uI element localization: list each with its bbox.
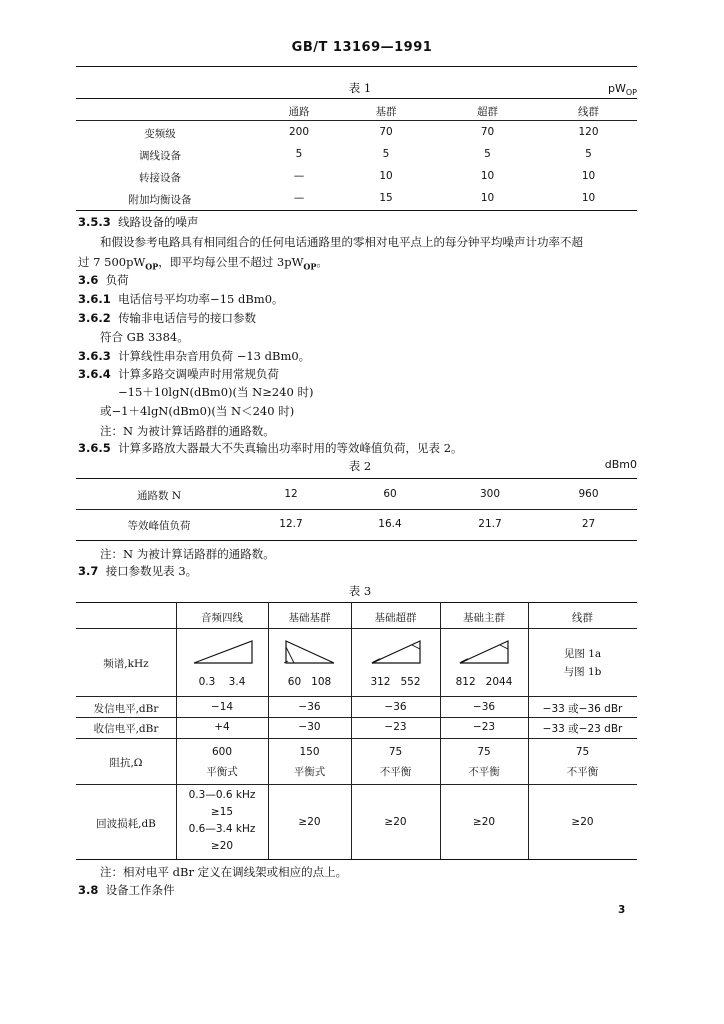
table3-note: 注：相对电平 dBr 定义在调线架或相应的点上。 [100, 865, 348, 879]
table2-mid-rule [76, 509, 637, 510]
table2-row-label: 通路数 N [136, 490, 182, 502]
table2-cell: 12.7 [279, 518, 303, 530]
table3-col-header: 基础主群 [463, 612, 505, 624]
table3-cell: 600 [211, 746, 233, 758]
table2-unit: dBm0 [604, 458, 637, 471]
table3-cell: 75 [575, 746, 590, 758]
document-header: GB/T 13169—1991 [291, 40, 433, 55]
table3-row-label-impedance: 阻抗,Ω [109, 757, 143, 769]
table2-cell: 16.4 [378, 518, 402, 530]
table3-cell: 平衡式 [293, 766, 326, 778]
spectrum-figure-ref: 与图 1b [563, 666, 602, 678]
spectrum-triangle-icon [280, 637, 340, 667]
table3-cell: 平衡式 [206, 766, 238, 778]
page-number: 3 [618, 904, 626, 916]
section-3-6-2: 3.6.2 传输非电话信号的接口参数 [78, 311, 257, 325]
table3-rule [76, 717, 637, 718]
table1-cell: 120 [578, 126, 599, 138]
spectrum-range: 60 108 [287, 676, 332, 688]
table3-cell: ≥20 [472, 816, 496, 828]
table3-cell: ≥20 [298, 816, 321, 828]
table2-cell: 60 [383, 488, 397, 500]
section-3-6-1: 3.6.1 电话信号平均功率−15 dBm0。 [78, 292, 284, 306]
table3-row-label-spectrum: 频谱,kHz [103, 658, 149, 670]
table1-unit: $pW_{OP}$ [608, 82, 637, 98]
spectrum-triangle-icon [456, 637, 514, 667]
spectrum-triangle-icon [368, 637, 426, 667]
table3-cell: ≥15 [210, 806, 234, 818]
table3-rule [76, 784, 637, 785]
table1-col-header: 基群 [375, 106, 397, 118]
table2-note: 注：N 为被计算话路群的通路数。 [100, 547, 275, 561]
table3-col-header: 线群 [572, 612, 593, 624]
table3-cell: 不平衡 [468, 766, 500, 778]
table3-row-label-recv: 收信电平,dBr [93, 723, 159, 735]
table2-cell: 12 [284, 488, 298, 500]
table3-cell: −14 [210, 701, 234, 713]
table3-row-label-send: 发信电平,dBr [93, 703, 159, 715]
table3-cell: −36 [384, 701, 407, 713]
table1-cell: 5 [484, 148, 491, 160]
table2-row-label: 等效峰值负荷 [127, 520, 191, 532]
table1-cell: 200 [288, 126, 310, 138]
spectrum-range: 812 2044 [455, 676, 513, 688]
table2-cell: 960 [578, 488, 599, 500]
header-rule [76, 66, 637, 67]
table3-rule [76, 628, 637, 629]
formula-1: −15＋10lgN(dBm0)(当 N≥240 时) [118, 385, 314, 399]
section-3-6-2-paragraph: 符合 GB 3384。 [100, 330, 189, 344]
table2-cell: 300 [479, 488, 501, 500]
table1-cell: 5 [382, 148, 390, 160]
table1-bottom-rule [76, 210, 637, 211]
table3-cell: ≥20 [210, 840, 234, 852]
section-3-6-3: 3.6.3 计算线性串杂音用负荷 −13 dBm0。 [78, 349, 311, 363]
table1-cell: 5 [295, 148, 303, 160]
table1-top-rule [76, 98, 637, 99]
table3-cell: −33 或−23 dBr [542, 723, 623, 735]
table3-cell: 0.3—0.6 kHz [188, 789, 256, 801]
table3-cell: 不平衡 [566, 766, 599, 778]
spectrum-figure-ref: 见图 1a [563, 648, 602, 660]
table3-cell: −23 [472, 721, 496, 733]
section-3-6-heading: 3.6 负荷 [78, 273, 129, 287]
table1-row-label: 转接设备 [139, 172, 181, 184]
section-3-6-4: 3.6.4 计算多路交调噪声时用常规负荷 [78, 367, 280, 381]
spectrum-range: 0.3 3.4 [198, 676, 246, 688]
table1-row-label: 附加均衡设备 [128, 194, 192, 206]
table3-rule [76, 738, 637, 739]
table1-cell: 15 [379, 192, 393, 204]
table1-col-header: 通路 [288, 106, 310, 118]
table1-cell: 70 [379, 126, 393, 138]
table3-cell: −33 或−36 dBr [542, 703, 623, 715]
table3-top-rule [76, 602, 637, 603]
section-3-5-3-paragraph-line2: 过 7 $500pW_{OP}$，即平均每公里不超过 $3pW_{OP}$。 [78, 255, 328, 272]
table2-cell: 21.7 [478, 518, 502, 530]
spectrum-triangle-icon [190, 637, 258, 667]
table1-cell: 10 [480, 170, 495, 182]
table1-cell: — [293, 170, 305, 182]
table1-row-label: 变频级 [144, 128, 176, 140]
table1-row-label: 调线设备 [139, 150, 181, 162]
table1-cell: 10 [581, 192, 596, 204]
table1-cell: 10 [480, 192, 495, 204]
table3-col-header: 基础基群 [288, 612, 331, 624]
table1-col-header: 线群 [578, 106, 599, 118]
section-3-8: 3.8 设备工作条件 [78, 883, 175, 897]
table1-cell: 70 [480, 126, 495, 138]
table3-cell: +4 [214, 721, 230, 733]
table3-rule [76, 696, 637, 697]
table3-cell: −30 [298, 721, 321, 733]
table1-caption: 表 1 [348, 81, 372, 95]
table1-col-header: 超群 [477, 106, 498, 118]
table1-cell: — [293, 192, 305, 204]
table1-cell: 10 [379, 170, 393, 182]
section-3-5-3-paragraph-line1: 和假设参考电路具有相同组合的任何电话通路里的零相对电平点上的每分钟平均噪声计功率不超 [100, 235, 583, 249]
table1-cell: 5 [585, 148, 592, 160]
table3-col-header: 基础超群 [374, 612, 417, 624]
table3-caption: 表 3 [348, 584, 372, 598]
section-3-5-3-heading: 3.5.3 线路设备的噪声 [78, 215, 199, 229]
table3-cell: 75 [388, 746, 403, 758]
table3-cell: ≥20 [571, 816, 594, 828]
table2-bottom-rule [76, 540, 637, 541]
spectrum-range: 312 552 [370, 676, 421, 688]
table3-cell: ≥20 [384, 816, 407, 828]
table3-cell: 150 [299, 746, 320, 758]
table3-col-header: 音频四线 [201, 612, 243, 624]
table3-cell: −36 [298, 701, 321, 713]
table2-cell: 27 [581, 518, 596, 530]
table3-cell: 75 [477, 746, 491, 758]
table2-caption: 表 2 [348, 459, 372, 473]
section-3-6-5: 3.6.5 计算多路放大器最大不失真输出功率时用的等效峰值负荷，见表 2。 [78, 441, 463, 455]
section-3-7: 3.7 接口参数见表 3。 [78, 564, 198, 578]
table1-header-rule [76, 120, 637, 121]
table3-cell: 0.6—3.4 kHz [188, 823, 256, 835]
table3-cell: −23 [384, 721, 407, 733]
table3-bottom-rule [76, 859, 637, 860]
formula-2: 或−1＋4lgN(dBm0)(当 N＜240 时) [100, 404, 295, 418]
table1-cell: 10 [581, 170, 596, 182]
table3-cell: −36 [472, 701, 496, 713]
table3-row-label-return-loss: 回波损耗,dB [96, 818, 156, 830]
table2-top-rule [76, 478, 637, 479]
section-3-6-4-note: 注：N 为被计算话路群的通路数。 [100, 424, 275, 438]
table3-cell: 不平衡 [379, 766, 412, 778]
